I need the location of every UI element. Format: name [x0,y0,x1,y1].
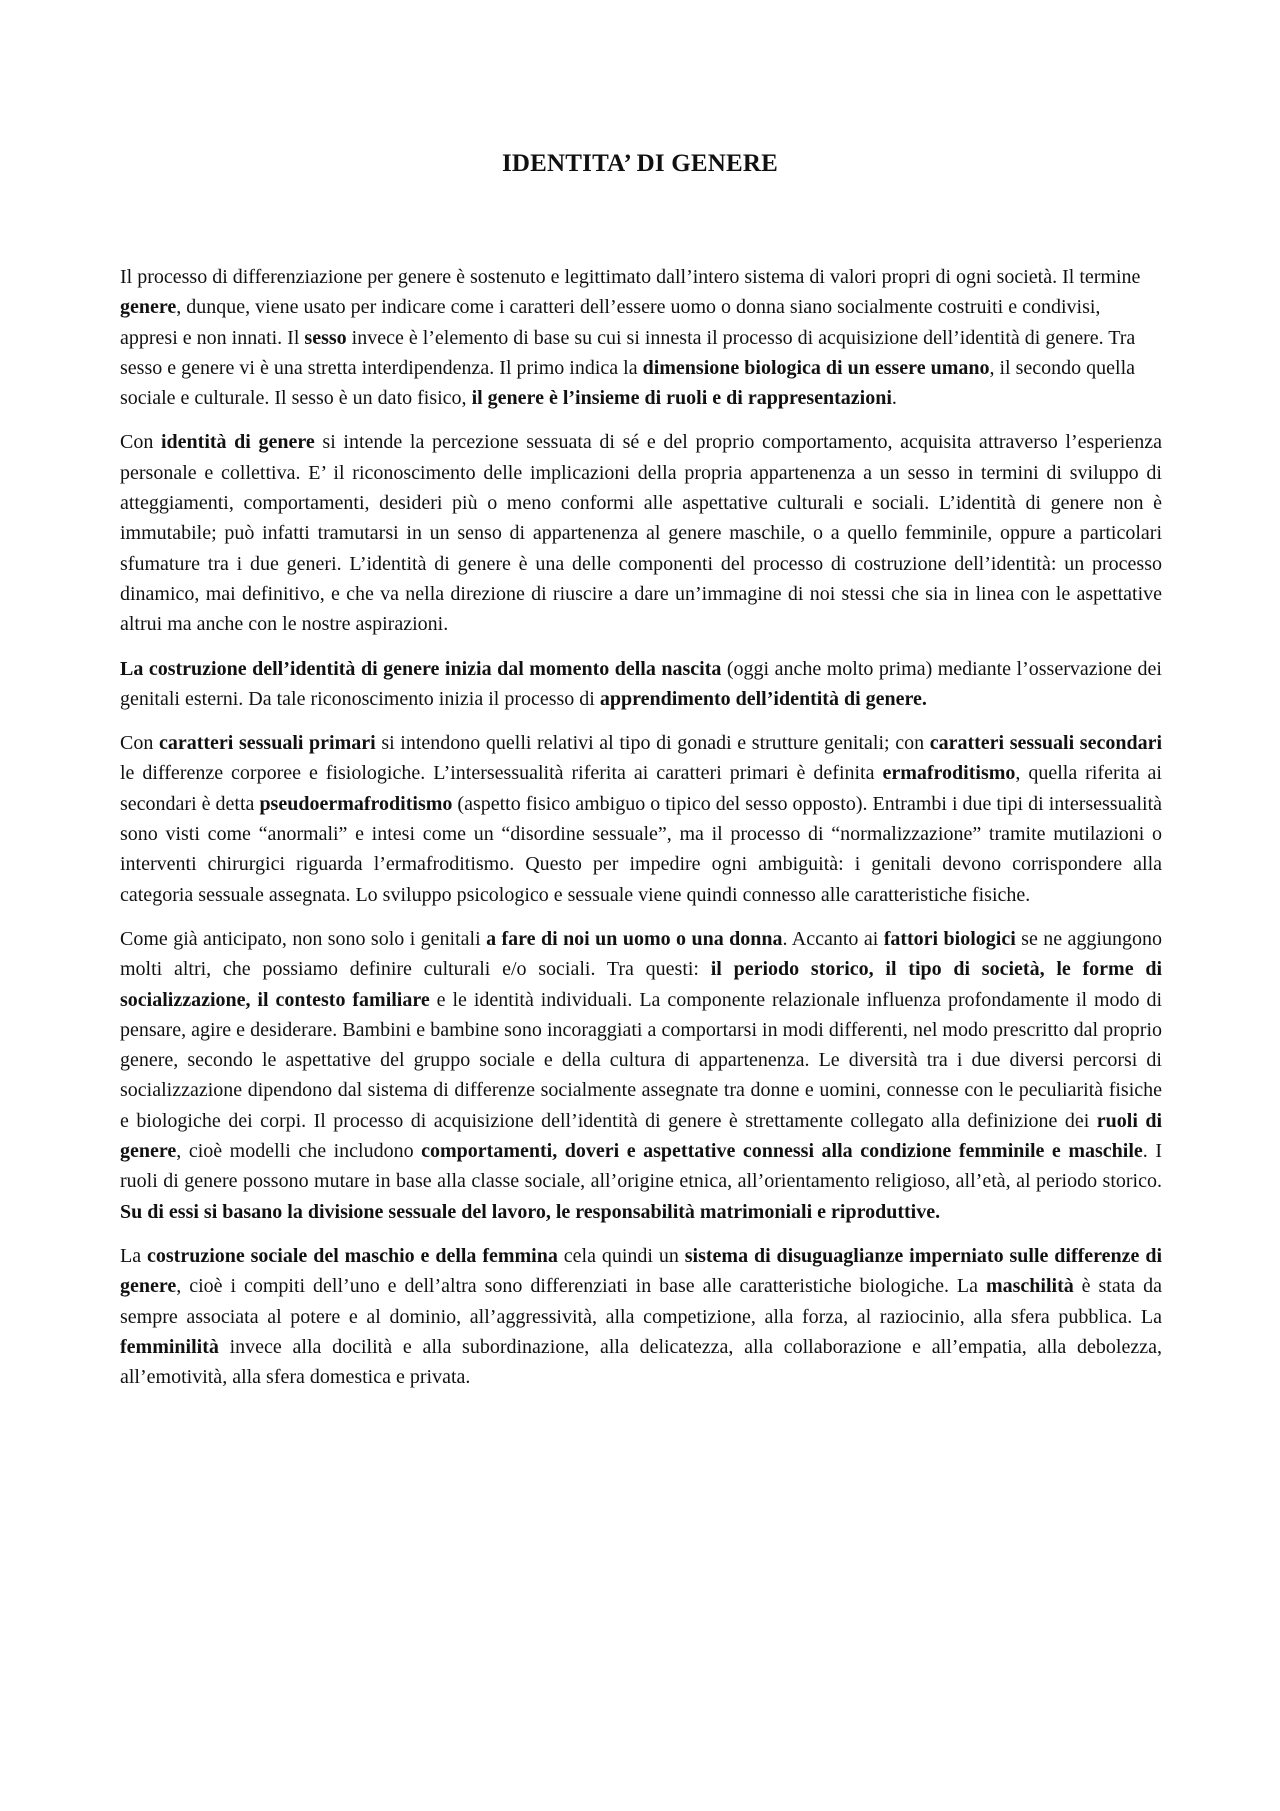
text-run: , quella riferita ai secondari è detta [120,762,1162,815]
bold-text: costruzione sociale del maschio e della femmina [147,1244,558,1267]
bold-text: dimensione biologica di un essere umano [642,356,990,379]
paragraph [120,924,1162,1227]
text-run: . I ruoli di genere possono mutare in base alla classe sociale, all’origine etnica, all’orientamento religioso, all’età, al periodo storico. [120,1140,1162,1193]
text-run: si intende la percezione sessuata di sé e del proprio comportamento, acquisita attraverso l’esperienza personale e collettiva. E’ il riconoscimento delle implicazioni della propria appartenenza a un sesso in termini di sviluppo di atteggiamenti, comportamenti, desideri più o meno conformi alle aspettative culturali e sociali. L’identità di genere non è immutabile; può infatti tramutarsi in un senso di appartenenza al genere maschile, o a quello femminile, oppure a particolari sfumature tra i due generi. L’identità di genere è una delle componenti del processo di costruzione dell’identità: un processo dinamico, mai definitivo, e che va nella direzione di riuscire a dare un’immagine di noi stessi che sia in linea con le aspettative altrui ma anche con le nostre aspirazioni. [120,431,1162,636]
bold-text: maschilità [985,1275,1074,1298]
text-run: cela quindi un [557,1244,685,1267]
bold-text: sesso [304,326,347,349]
paragraph [120,1241,1162,1392]
text-run: . [891,387,897,410]
bold-text: apprendimento dell’identità di genere. [599,687,927,710]
text-run: (oggi anche molto prima) mediante l’osservazione dei genitali esterni. Da tale riconoscimento inizia il processo di [120,657,1162,710]
text-run: invece è l’elemento di base su cui si innesta il processo di acquisizione dell’identità di genere. Tra sesso e genere vi è una stretta interdipendenza. Il primo indica la [120,326,1136,379]
bold-text: comportamenti, doveri e aspettative connessi alla condizione femminile e maschile [421,1140,1143,1163]
text-run: le differenze corporee e fisiologiche. L’intersessualità riferita ai caratteri primari è definita [120,762,883,785]
document-body [120,262,1162,1406]
text-run: se ne aggiungono molti altri, che possiamo definire culturali e/o sociali. Tra questi: [120,927,1162,981]
text-run: , cioè i compiti dell’uno e dell’altra sono differenziati in base alle caratteristiche biologiche. La [176,1275,986,1298]
bold-text: pseudoermafroditismo [259,792,453,815]
bold-text: caratteri sessuali secondari [929,732,1162,755]
text-run: , il secondo quella sociale e culturale. Il sesso è un dato fisico, [120,356,1136,410]
text-run: (aspetto fisico ambiguo o tipico del sesso opposto). Entrambi i due tipi di intersessualità sono visti come “anormali” e intesi come un “disordine sessuale”, ma il processo di “normalizzazione” tramite mutilazioni o interventi chirurgici riguarda l’ermafroditismo. Questo per impedire ogni ambiguità: i genitali devono corrispondere alla categoria sessuale assegnata. Lo sviluppo psicologico e sessuale viene quindi connesso alle caratteristiche fisiche. [120,792,1163,906]
text-run: e le identità individuali. La componente relazionale influenza profondamente il modo di pensare, agire e desiderare. Bambini e bambine sono incoraggiati a comportarsi in modi differenti, nel modo prescritto dal proprio genere, secondo le aspettative del gruppo sociale e della cultura di appartenenza. Le diversità tra i due diversi percorsi di socializzazione dipendono dal sistema di differenze socialmente assegnate tra donne e uomini, connesse con le peculiarità fisiche e biologiche dei corpi. Il processo di acquisizione dell’identità di genere è strettamente collegato alla definizione dei [120,988,1163,1132]
text-run: Con [120,732,159,755]
text-run: invece alla docilità e alla subordinazione, alla delicatezza, alla collaborazione e all’empatia, alla debolezza, all’emotività, alla sfera domestica e privata. [120,1335,1162,1389]
text-run: si intendono quelli relativi al tipo di gonadi e strutture genitali; con [375,732,930,755]
bold-text: fattori biologici [883,927,1016,950]
paragraph [120,654,1162,715]
bold-text: ermafroditismo [882,762,1016,785]
text-run: , cioè modelli che includono [176,1140,422,1163]
bold-text: Su di essi si basano la divisione sessuale del lavoro, le responsabilità matrimoniali e riproduttive. [120,1200,941,1223]
bold-text: sistema di disuguaglianze imperniato sulle differenze di genere [120,1244,1162,1298]
paragraph [120,728,1162,910]
bold-text: caratteri sessuali primari [158,732,376,755]
bold-text: il genere è l’insieme di ruoli e di rappresentazioni [471,387,892,410]
paragraph [120,262,1162,413]
text-run: Il processo di differenziazione per genere è sostenuto e legittimato dall’intero sistema di valori propri di ogni società. Il termine [120,266,1141,288]
text-run: . Accanto ai [782,927,884,950]
bold-text: La costruzione dell’identità di genere inizia dal momento della nascita [120,657,722,680]
text-run: Con [120,431,161,454]
text-run: La [120,1244,147,1267]
text-run: Come già anticipato, non sono solo i genitali [120,927,487,950]
bold-text: a fare di noi un uomo o una donna [486,927,783,950]
bold-text: il periodo storico, il tipo di società, le forme di socializzazione, il contesto familiare [120,958,1163,1011]
bold-text: genere [120,296,177,319]
bold-text: femminilità [120,1335,219,1358]
text-run: è stata da sempre associata al potere e al dominio, all’aggressività, alla competizione, alla forza, al raziocinio, alla sfera pubblica. La [120,1275,1162,1328]
page-title: IDENTITA’ DI GENERE [501,150,779,177]
bold-text: identità di genere [160,431,315,454]
text-run: , dunque, viene usato per indicare come i caratteri dell’essere uomo o donna siano socialmente costruiti e condivisi, appresi e non innati. Il [120,296,1101,349]
paragraph [120,427,1162,639]
bold-text: ruoli di genere [120,1109,1163,1163]
